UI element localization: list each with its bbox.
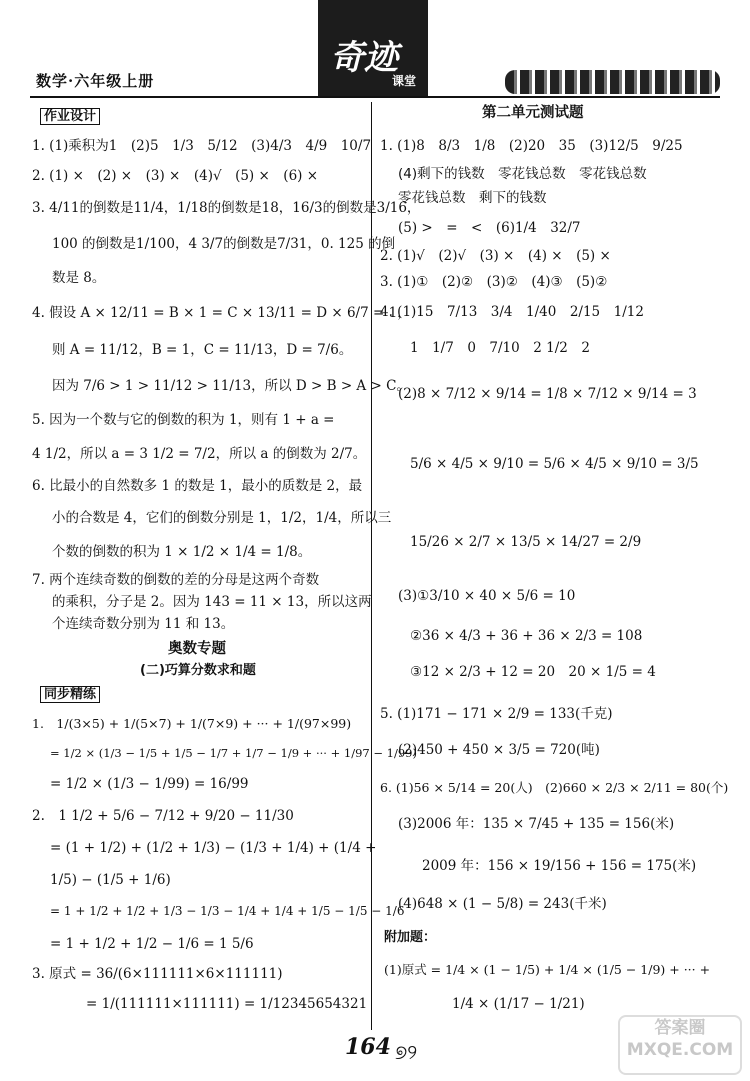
answer-line: 1. (1)乘积为1 (2)5 1/3 5/12 (3)4/3 4/9 10/7	[32, 138, 372, 154]
answer-line: = 1 + 1/2 + 1/2 + 1/3 − 1/3 − 1/4 + 1/4 + 1/5 − 1/5 − 1/6	[50, 904, 405, 918]
answer-line: (3)2006 年：135 × 7/45 + 135 = 156(米)	[398, 816, 675, 832]
answer-line: 1 1/7 0 7/10 2 1/2 2	[410, 340, 590, 356]
answer-line: 6. (1)56 × 5/14 = 20(人) (2)660 × 2/3 × 2/11 = 80(个)	[380, 780, 729, 795]
answer-line: 2. 1 1/2 + 5/6 − 7/12 + 9/20 − 11/30	[32, 808, 294, 824]
topic-subtitle: (二)巧算分数求和题	[140, 663, 256, 678]
answer-line: 1. 1/(3×5) + 1/(5×7) + 1/(7×9) + ··· + 1/(97×99)	[32, 716, 352, 731]
watermark: 答案圈 MXQE.COM	[618, 1015, 742, 1075]
answer-line: 4. (1)15 7/13 3/4 1/40 2/15 1/12	[380, 304, 644, 320]
answer-line: (4)648 × (1 − 5/8) = 243(千米)	[398, 896, 607, 912]
answer-line: 1/5) − (1/5 + 1/6)	[50, 872, 171, 888]
answer-line: 2. (1) × (2) × (3) × (4)√ (5) × (6) ×	[32, 168, 319, 184]
answer-line: ②36 × 4/3 + 36 + 36 × 2/3 = 108	[410, 628, 643, 644]
book-title: 数学·六年级上册	[36, 72, 155, 90]
answer-line: 1/4 × (1/17 − 1/21)	[452, 996, 585, 1012]
answer-line: 个数的倒数的积为 1 × 1/2 × 1/4 = 1/8。	[52, 544, 312, 560]
answer-line: (2)450 + 450 × 3/5 = 720(吨)	[398, 742, 600, 758]
answer-line: = 1/2 × (1/3 − 1/5 + 1/5 − 1/7 + 1/7 − 1/9 + ··· + 1/97 − 1/99)	[50, 746, 417, 760]
extra-title: 附加题：	[384, 930, 437, 945]
topic-title: 奥数专题	[168, 641, 226, 657]
section-label-sync: 同步精练	[40, 686, 100, 703]
answer-line: 4 1/2，所以 a = 3 1/2 = 7/2，所以 a 的倒数为 2/7。	[32, 446, 367, 462]
answer-line: 5. 因为一个数与它的倒数的积为 1，则有 1 + a =	[32, 412, 335, 428]
answer-line: 100 的倒数是1/100，4 3/7的倒数是7/31，0. 125 的倒	[52, 236, 396, 252]
answer-line: 3. 原式 = 36/(6×111111×6×111111)	[32, 966, 283, 982]
answer-line: (1)原式 = 1/4 × (1 − 1/5) + 1/4 × (1/5 − 1/9) + ··· +	[384, 962, 711, 977]
answer-line: 个连续奇数分别为 11 和 13。	[52, 616, 235, 632]
unit-test-title: 第二单元测试题	[482, 105, 584, 121]
answer-line: 7. 两个连续奇数的倒数的差的分母是这两个奇数	[32, 572, 320, 588]
answer-line: = 1/2 × (1/3 − 1/99) = 16/99	[50, 776, 249, 792]
answer-line: 15/26 × 2/7 × 13/5 × 14/27 = 2/9	[410, 534, 642, 550]
answer-line: ③12 × 2/3 + 12 = 20 20 × 1/5 = 4	[410, 664, 656, 680]
answer-line: (5) > = < (6)1/4 32/7	[398, 220, 581, 236]
answer-line: = 1 + 1/2 + 1/2 − 1/6 = 1 5/6	[50, 936, 254, 952]
answer-line: 3. (1)① (2)② (3)② (4)③ (5)②	[380, 274, 608, 290]
decorative-banner-icon	[505, 70, 720, 94]
answer-line: 零花钱总数 剩下的钱数	[398, 190, 547, 206]
answer-line: 5. (1)171 − 171 × 2/9 = 133(千克)	[380, 706, 613, 722]
section-label-homework: 作业设计	[40, 108, 100, 125]
answer-line: 数是 8。	[52, 270, 106, 286]
answer-line: 1. (1)8 8/3 1/8 (2)20 35 (3)12/5 9/25	[380, 138, 683, 154]
page-number: 164	[345, 1034, 391, 1060]
answer-line: = (1 + 1/2) + (1/2 + 1/3) − (1/3 + 1/4) + (1/4 +	[50, 840, 377, 856]
logo-text: 奇迹	[330, 38, 398, 78]
answer-line: 2. (1)√ (2)√ (3) × (4) × (5) ×	[380, 248, 611, 264]
answer-line: 小的合数是 4，它们的倒数分别是 1，1/2，1/4，所以三	[52, 510, 392, 526]
page-ornament-icon: ୭୨	[395, 1040, 418, 1064]
answer-line: 因为 7/6 > 1 > 11/12 > 11/13，所以 D > B > A > C。	[52, 378, 410, 394]
header-divider	[30, 96, 720, 98]
logo-subtext: 课堂	[392, 74, 417, 88]
answer-line: (2)8 × 7/12 × 9/14 = 1/8 × 7/12 × 9/14 = 3	[398, 386, 697, 402]
answer-line: = 1/(111111×111111) = 1/12345654321	[86, 996, 368, 1012]
answer-line: 则 A = 11/12，B = 1，C = 11/13，D = 7/6。	[52, 342, 353, 358]
answer-line: 2009 年：156 × 19/156 + 156 = 175(米)	[422, 858, 697, 874]
answer-line: 5/6 × 4/5 × 9/10 = 5/6 × 4/5 × 9/10 = 3/5	[410, 456, 699, 472]
answer-line: (3)①3/10 × 40 × 5/6 = 10	[398, 588, 576, 604]
answer-line: (4)剩下的钱数 零花钱总数 零花钱总数	[398, 166, 647, 182]
answer-line: 6. 比最小的自然数多 1 的数是 1，最小的质数是 2，最	[32, 478, 363, 494]
answer-line: 的乘积，分子是 2。因为 143 = 11 × 13，所以这两	[52, 594, 372, 610]
answer-line: 4. 假设 A × 12/11 = B × 1 = C × 13/11 = D × 6/7 = 1，	[32, 305, 411, 321]
answer-line: 3. 4/11的倒数是11/4，1/18的倒数是18，16/3的倒数是3/16，	[32, 200, 421, 216]
